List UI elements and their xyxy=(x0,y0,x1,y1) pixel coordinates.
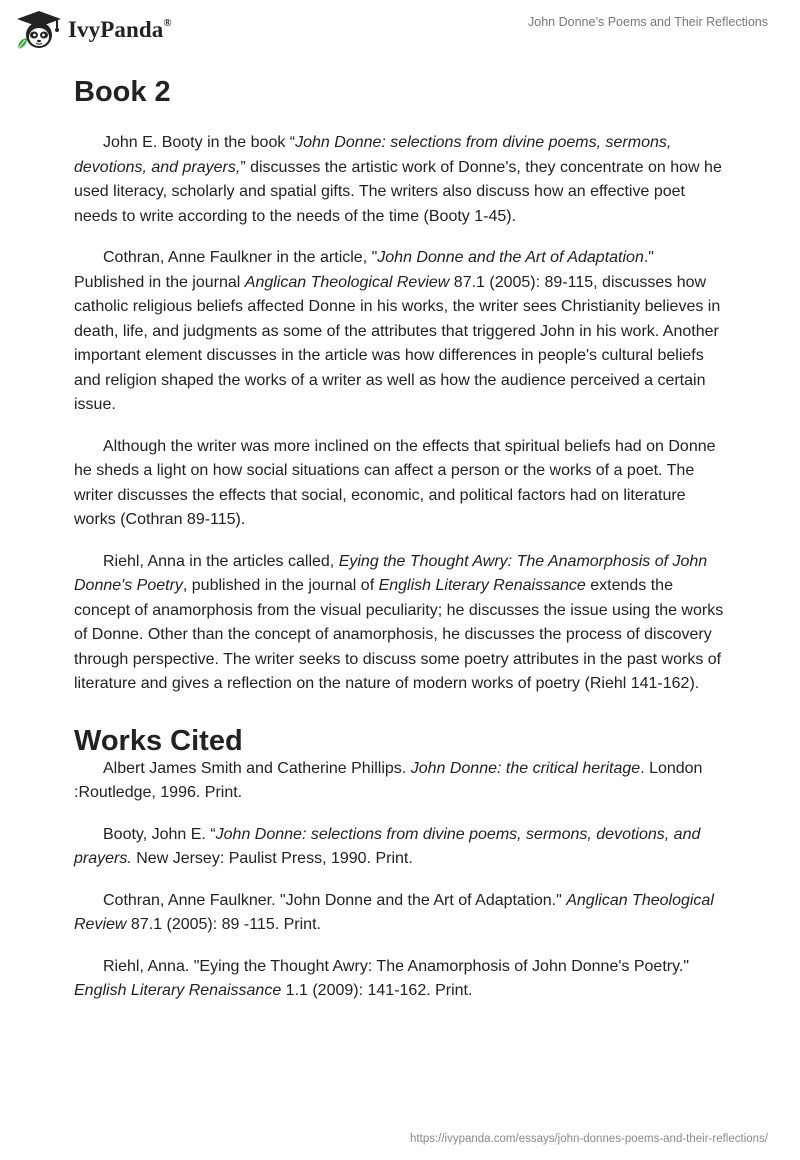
paragraph-cothran: Cothran, Anne Faulkner in the article, "John Donne and the Art of Adaptation." Published in the journal Anglican Theological Review 87.1 (2005): 89-115, discusses how catholic religious beliefs affected Donne in his works, the writer sees Christianity believes in death, life, and judgments as some of the attributes that triggered John in his work. Another important element discusses in the article was how differences in people's cultural beliefs and religion shaped the works of a writer as well as how the audience perceived a certain issue. xyxy=(74,249,721,413)
citation-cothran: Cothran, Anne Faulkner. "John Donne and the Art of Adaptation." Anglican Theological Review 87.1 (2005): 89 -115. Print. xyxy=(74,891,714,933)
registered-mark: ® xyxy=(163,17,172,30)
section-heading-works-cited: Works Cited xyxy=(74,724,243,757)
paragraph-booty: John E. Booty in the book “John Donne: selections from divine poems, sermons, devotions, and prayers,” discusses the artistic work of Donne's, they concentrate on how he used literacy, scholarly and spatial gifts. The writers also discuss how an effective poet needs to write according to the needs of the time (Booty 1-45). xyxy=(74,134,722,225)
works-cited-list xyxy=(74,757,726,1004)
citation-riehl: Riehl, Anna. "Eying the Thought Awry: The Anamorphosis of John Donne's Poetry." English Literary Renaissance 1.1 (2009): 141-162. Print. xyxy=(74,957,690,999)
source-url[interactable]: https://ivypanda.com/essays/john-donnes-poems-and-their-reflections/ xyxy=(410,1133,768,1145)
panda-graduate-icon xyxy=(14,9,64,51)
paragraph-riehl: Riehl, Anna in the articles called, Eying the Thought Awry: The Anamorphosis of John Donne's Poetry, published in the journal of English Literary Renaissance extends the concept of anamorphosis from the visual peculiarity; he discusses the issue using the works of Donne. Other than the concept of anamorphosis, he discusses the process of discovery through perspective. The writer seeks to discuss some poetry attributes in the past works of literature and gives a reflection on the nature of modern works of poetry (Riehl 141-162). xyxy=(74,552,724,692)
paragraph-spiritual-beliefs: Although the writer was more inclined on the effects that spiritual beliefs had on Donne he sheds a light on how social situations can affect a person or the works of a poet. The writer discusses the effects that social, economic, and political factors had on literature works (Cothran 89-115). xyxy=(74,437,716,528)
logo-text: IvyPanda® xyxy=(68,17,172,42)
document-title: John Donne’s Poems and Their Reflections xyxy=(528,15,768,29)
citation-booty: Booty, John E. “John Donne: selections from divine poems, sermons, devotions, and prayers. New Jersey: Paulist Press, 1990. Print. xyxy=(74,825,701,867)
citation-smith-phillips: Albert James Smith and Catherine Phillips. John Donne: the critical heritage. London :Routledge, 1996. Print. xyxy=(74,759,703,801)
ivypanda-logo[interactable] xyxy=(14,9,172,51)
page-header xyxy=(0,0,800,60)
section-heading-book-2: Book 2 xyxy=(74,76,171,108)
essay-content xyxy=(74,76,726,1004)
